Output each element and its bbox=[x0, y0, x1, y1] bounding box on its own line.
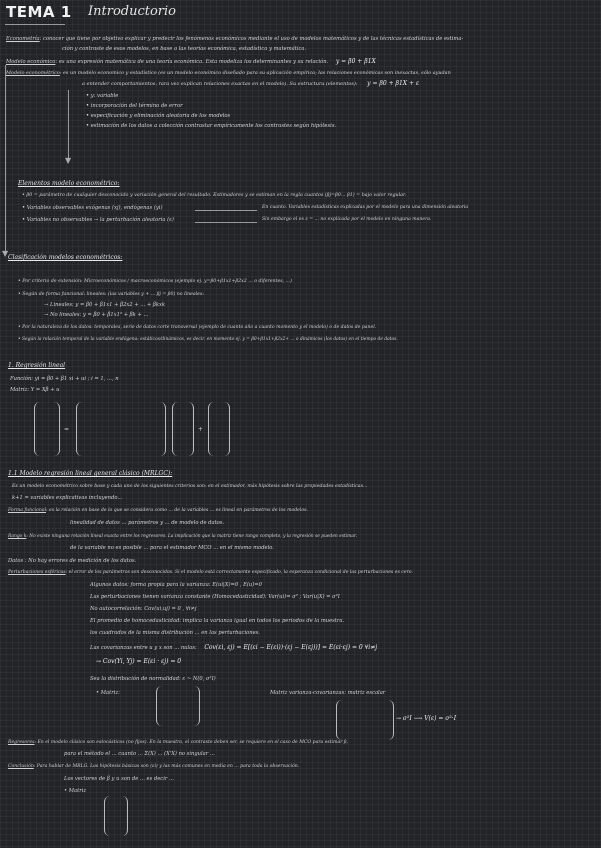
modelo-economico-text: : es una expresión matemática de una teoría económica. Esta modeliza los determinantes y su relación. bbox=[55, 59, 329, 65]
rango-line bbox=[8, 534, 357, 539]
perturb-line: los cuadrados de la misma distribución ... en las perturbaciones. bbox=[90, 630, 260, 636]
tema-title: TEMA 1 bbox=[6, 3, 72, 21]
elementos-side-note2: Sin embargo el es ε = ... no explicada por el modelo en ninguna manera. bbox=[262, 217, 432, 222]
plus-sign: + bbox=[198, 426, 204, 433]
modelo-economico-line bbox=[6, 58, 376, 65]
modelo-econometrico-label: Modelo econométrico bbox=[6, 70, 60, 76]
matrix-y bbox=[34, 402, 60, 456]
elementos-item: • Variables no observables → la perturbación aleatoria (ε) bbox=[22, 217, 174, 223]
matrix-beta bbox=[172, 402, 194, 456]
modelo-econometrico-line bbox=[6, 70, 451, 76]
matriz2-label: • Matriz bbox=[64, 788, 87, 794]
rango-text2: de la variable no es posible ... para el estimador MCO ... en el mismo modelo. bbox=[70, 545, 274, 551]
modelo-bullet: • especificación y eliminación aleatoria de los modelos bbox=[86, 113, 230, 119]
perturb-text: : el error de los parámetros son desconocidos. Si el modelo está correctamente especificado, la esperanza condicional de las perturbaciones es cero. bbox=[65, 570, 413, 575]
clasificacion-item: • Según de forma funcional: lineales: (las variables y + ... βj = β0) no lineales: bbox=[18, 292, 204, 297]
mrlg-line: Es un modelo econométrico sobre base y cada uno de los siguientes criterios son: en el estimador, más hipótesis sobre las propiedades estadísticas... bbox=[12, 484, 368, 489]
mrlg-line: k+1 = variables explicativas incluyendo... bbox=[12, 495, 123, 501]
clasificacion-item: • Por la naturaleza de los datos: temporales, serie de datos corte transversal (ejemplo de cuanto año a cuanto momento y el modelo) o de datos de panel. bbox=[18, 325, 376, 330]
clasificacion-sub1: → Lineales: y = β0 + β1x1 + β2x2 + ... + βkxk bbox=[44, 302, 166, 308]
matriz-label: • Matriz: bbox=[96, 690, 120, 696]
modelo-econometrico-text: : es un modelo economico y estadístico (es un modelo económico diseñado para su aplicación empírica; las relaciones económicas son inexactas, sólo ayudan bbox=[59, 70, 451, 76]
matrix-beta-vector bbox=[104, 796, 128, 836]
forma-text: : es la relación en base de lo que se considera como ... de la variables ... es lineal en parámetros de los modelos. bbox=[46, 508, 308, 513]
econometria-label: Econometría bbox=[6, 36, 40, 42]
regresores-text2: para el método el ... cuanto ... Σ(X) ... (X'X) no singular ... bbox=[64, 751, 215, 757]
modelo-economico-formula: y = β0 + β1X bbox=[335, 58, 376, 65]
conclusion-line bbox=[8, 764, 299, 769]
modelo-bullet: • incorporación del término de error bbox=[86, 103, 183, 109]
perturb-line: Algunos datos: forma propia para la varianza: E(ui|X)=0 , E(u)=0 bbox=[90, 582, 262, 588]
forma-label: Forma funcional bbox=[8, 508, 47, 513]
econometria-text2: ción y contraste de esos modelos, en base a las teorías económica, estadística y matemática. bbox=[62, 46, 307, 52]
forma-line bbox=[8, 508, 308, 513]
conclusion-label: Conclusión bbox=[8, 764, 34, 769]
matrix-u bbox=[208, 402, 230, 456]
arrow-right-line bbox=[195, 210, 257, 211]
modelo-economico-label: Modelo económico bbox=[6, 59, 56, 65]
clasificacion-heading: Clasificación modelos econométricos: bbox=[8, 254, 123, 261]
matrix-epsilon bbox=[156, 686, 200, 726]
distrib-line: Sea la distribución de normalidad: ε ~ N(0, σ²I) bbox=[90, 676, 216, 682]
left-bracket-line bbox=[5, 65, 6, 253]
regresion-heading: 1. Regresión lineal bbox=[8, 362, 66, 369]
cov-formula: Cov(εi, εj) = E[(εi − E(εi))·(εj − E(εj))] = E(εi·εj) = 0 ∀i≠j bbox=[204, 644, 378, 651]
arrow-down-icon: ▼ bbox=[2, 249, 9, 258]
elementos-item: • β0 = parámetro de cualquier desconocido y variación general del resultado. Estimadores y se estiman en la regla cuantos (βj=β0... β1) = bajo valor regular. bbox=[22, 193, 406, 198]
regresores-label: Regresores bbox=[8, 740, 35, 745]
homocedast-label: Matriz varianza-covarianzas: matriz escalar bbox=[270, 690, 386, 696]
conclusion-text2: Los vectores de β y u son de ... es decir ... bbox=[64, 776, 174, 782]
regresores-line bbox=[8, 740, 348, 745]
mrlg-heading: 1.1 Modelo regresión lineal general clásico (MRLGC): bbox=[8, 470, 173, 477]
econometria-text: : conocer que tiene por objetivo explicar y predecir los fenómenos económicos mediante el uso de modelos matemáticos y de las técnicas estadísticas de estima- bbox=[39, 36, 464, 42]
equals-sign: = bbox=[64, 426, 70, 433]
clasificacion-item: • Por criterio de extensión: Microeconómicos / macroeconómicos (ejemplo ej. y=β0+β1x1+β2x2 ... o diferentes, ...) bbox=[18, 279, 292, 284]
perturb-label: Perturbaciones esféricas bbox=[8, 570, 66, 575]
regresion-line1: Función: yi = β0 + β1 xi + ui ; i = 1, ..., n bbox=[10, 376, 119, 382]
conclusion-text: : Para hablar de MRLG. Las hipótesis básicas son (εi) y las más comunes en media en ... para toda la observación. bbox=[33, 764, 300, 769]
matrix-x bbox=[76, 402, 166, 456]
flow-arrow bbox=[68, 90, 69, 160]
clasificacion-sub2: → No lineales: y = β0 + β1x1² + βk + ... bbox=[44, 312, 149, 318]
perturb-line: No autocorrelación: Cov(ui,uj) = 0 , ∀i≠j bbox=[90, 606, 197, 612]
modelo-econometrico-text2-line bbox=[82, 80, 419, 87]
result-formula: → σ²I ⟶ V(ε) = σ²·I bbox=[396, 715, 457, 722]
perturb-line-7 bbox=[90, 644, 377, 651]
perturb-line: El promedio de homocedasticidad: implica la varianza igual en todos los periodos de la muestra. bbox=[90, 618, 345, 624]
perturb-line bbox=[8, 570, 413, 575]
econometria-line bbox=[6, 36, 463, 42]
rango-label: Rango k bbox=[8, 534, 27, 539]
title-underline bbox=[5, 24, 65, 25]
elementos-side-note1: En cuanto. Variables estadísticas explicadas por el modelo para una dimensión aleatoria bbox=[262, 205, 469, 210]
regresion-line2: Matriz: Y = Xβ + u bbox=[10, 387, 60, 393]
forma-text2: linealidad de datos ... parámetros y ... de modelo de datos. bbox=[70, 520, 225, 526]
modelo-econometrico-formula: y = β0 + β1X + ε bbox=[367, 80, 420, 87]
datos-text: Datos : No hay errores de medición de los datos. bbox=[8, 558, 137, 564]
modelo-bullet: • y: variable bbox=[86, 93, 118, 99]
perturb-covarianza: Las covarianzas entre u y x son ... nulas: bbox=[90, 645, 197, 651]
arrow-down-icon: ▼ bbox=[65, 156, 72, 165]
modelo-bullet: • estimación de los datos a colección contrastar empíricamente los contrastes según hipótesis. bbox=[86, 123, 336, 129]
regresores-text: : En el modelo clásico son estocásticos (no fijos). En la muestra, el contraste deben ser, se requiere en el caso de MCO para estimar β, bbox=[34, 740, 348, 745]
elementos-heading: Elementos modelo econométrico: bbox=[18, 180, 120, 187]
elementos-item: • Variables observables exógenas (xj), endógenas (yi) bbox=[22, 205, 162, 211]
modelo-econometrico-text2: a entender comportamientos, rara vez explican relaciones exactas en el modelo). Su estructura (elementos): bbox=[82, 81, 358, 87]
clasificacion-item: • Según la relación temporal de la variable endógena: estáticos/dinámicos, es decir, en momento ej. y = β0+β1x1+β2x2+ ... o dinámicos (los datos) en el tiempo de datos. bbox=[18, 337, 398, 342]
perturb-line: Las perturbaciones tienen varianza constante (Homocedasticidad): Var(ui)= σ² ; Var(u|X) = σ²I bbox=[90, 594, 340, 600]
cov-formula2: → Cov(Yi, Yj) = E(εi · εj) = 0 bbox=[96, 658, 182, 665]
rango-text: : No existe ninguna relación lineal exacta entre los regresores. La implicación que la matriz tiene rango completo, y la regresión se pueden estimar. bbox=[26, 534, 357, 539]
page-title: Introductorio bbox=[88, 4, 176, 19]
matrix-sigma bbox=[336, 700, 394, 740]
arrow-right-line bbox=[195, 222, 257, 223]
